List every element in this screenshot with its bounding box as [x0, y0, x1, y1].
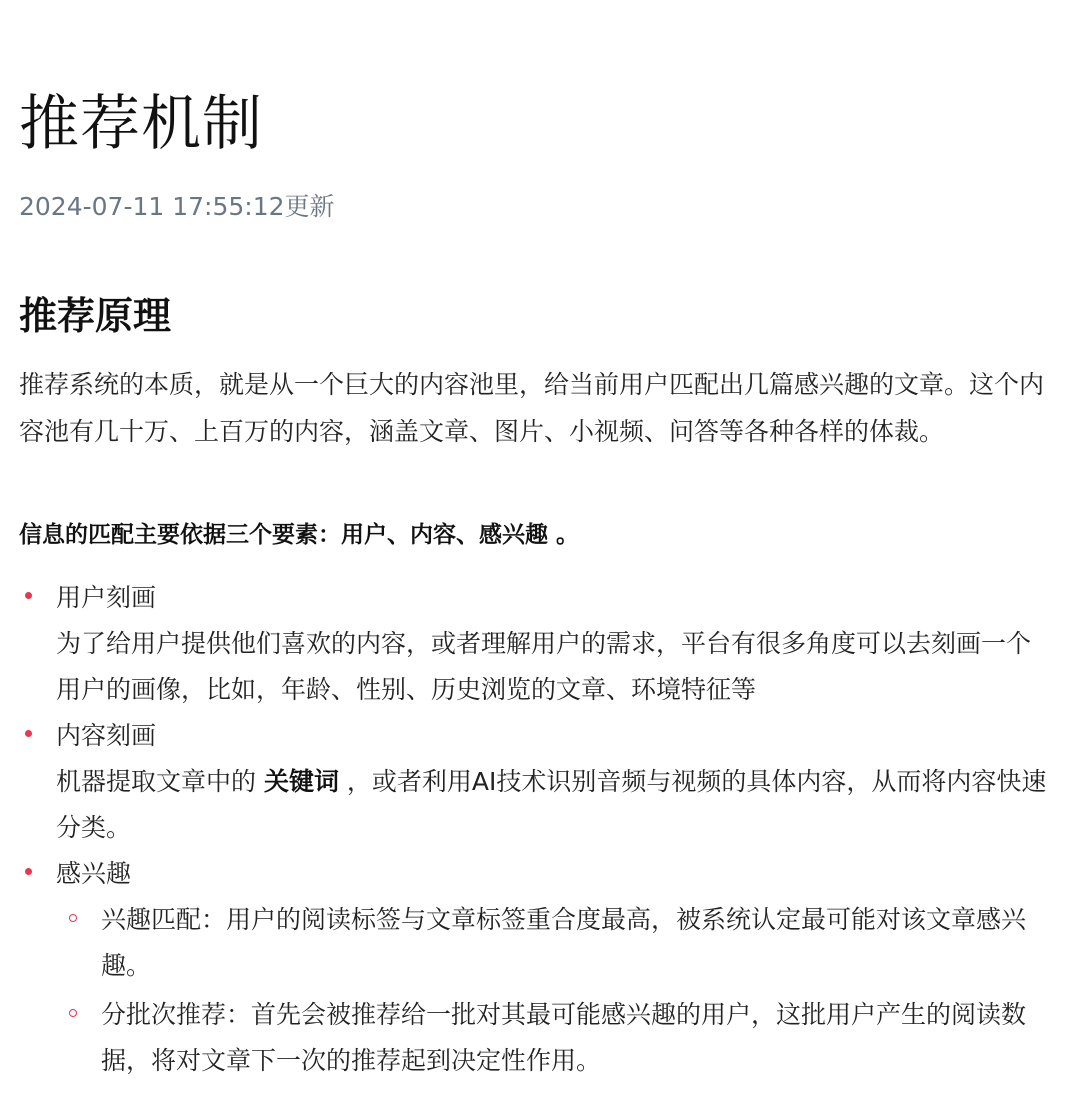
list-item-user [19, 575, 1049, 713]
sub-list [56, 897, 1049, 1084]
list-item-desc [56, 759, 1049, 851]
section-heading: 推荐原理 [19, 294, 172, 338]
list-item-interest [19, 851, 1049, 1084]
list-item-title: 用户刻画 [56, 583, 157, 612]
desc-text: 机器提取文章中的 [56, 767, 264, 796]
keyword-bold: 关键词 [263, 767, 339, 796]
sub-list-item: 分批次推荐：首先会被推荐给一批对其最可能感兴趣的用户，这批用户产生的阅读数据，将对文章下一次的推荐起到决定性作用。 [56, 992, 1049, 1084]
updated-timestamp: 2024-07-11 17:55:12更新 [19, 192, 335, 221]
page-title: 推荐机制 [19, 89, 263, 159]
list-item-title: 感兴趣 [56, 859, 132, 888]
list-item-title: 内容刻画 [56, 721, 157, 750]
sub-list-item: 兴趣匹配：用户的阅读标签与文章标签重合度最高，被系统认定最可能对该文章感兴趣。 [56, 897, 1049, 989]
elements-list [19, 575, 1049, 1087]
desc-text: ，或者利用AI技术识别音频与视频的具体内容，从而将内容快速分类。 [56, 767, 1047, 842]
intro-paragraph: 推荐系统的本质，就是从一个巨大的内容池里，给当前用户匹配出几篇感兴趣的文章。这个内容池有几十万、上百万的内容，涵盖文章、图片、小视频、问答等各种各样的体裁。 [19, 370, 1045, 446]
list-item-content [19, 713, 1049, 851]
lead-statement: 信息的匹配主要依据三个要素：用户、内容、感兴趣 。 [19, 522, 580, 548]
list-item-desc: 为了给用户提供他们喜欢的内容，或者理解用户的需求，平台有很多角度可以去刻画一个用户的画像，比如，年龄、性别、历史浏览的文章、环境特征等 [56, 629, 1032, 704]
